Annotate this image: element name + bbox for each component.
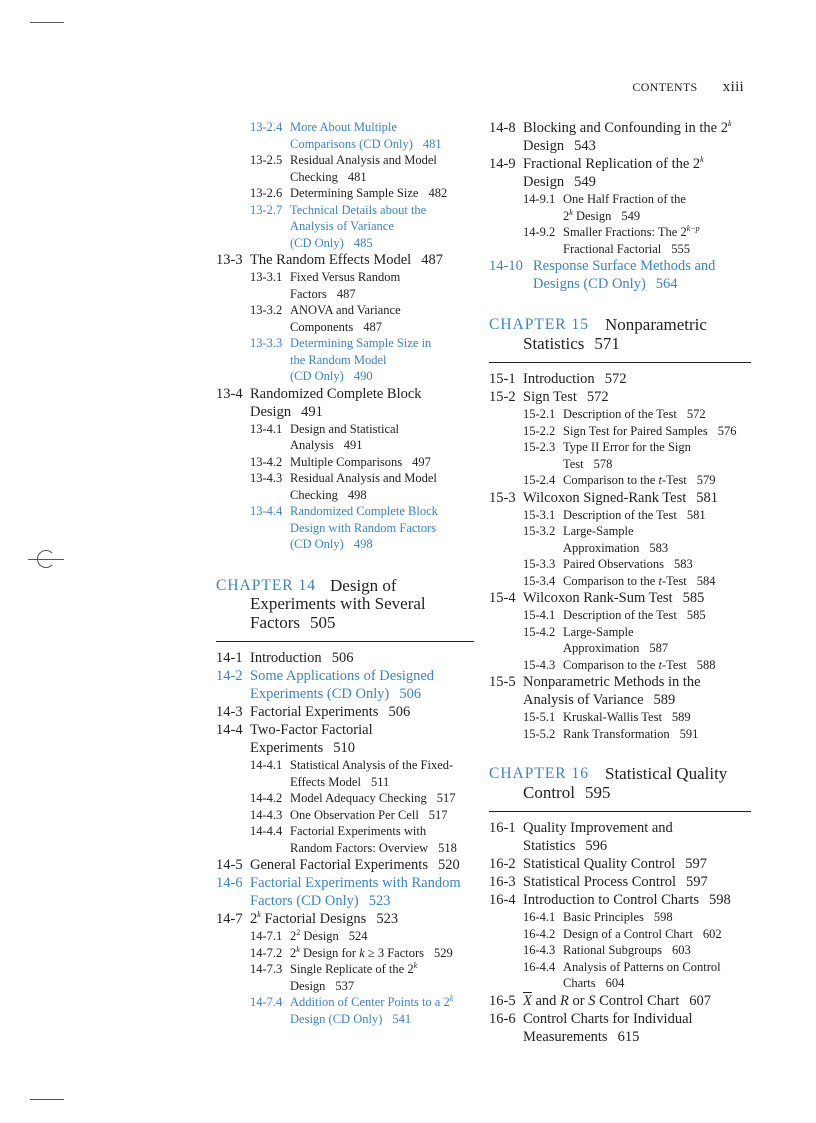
toc-entry: 13-4.4 Randomized Complete Block Design with Random Factors (CD Only) 498 — [250, 504, 438, 551]
toc-entry: 15-5.2 Rank Transformation 591 — [523, 726, 699, 741]
toc-entry: 14-4.2 Model Adequacy Checking 517 — [250, 791, 456, 805]
toc-entry: 15-2.1 Description of the Test 572 — [523, 407, 706, 421]
toc-entry: 16-4 Introduction to Control Charts 598 — [489, 892, 731, 908]
toc-entry: 15-2.3 Type II Error for the Sign Test 578 — [523, 440, 691, 471]
toc-entry: 15-1 Introduction 572 — [489, 371, 627, 387]
toc-entry: 14-6 Factorial Experiments with Random Factors (CD Only) 523 — [216, 875, 461, 909]
toc-entry: 14-9.1 One Half Fraction of the 2$^k$ Design 549 — [523, 192, 686, 223]
toc-entry: 16-5 $\overline{X}$ and R or S Control Chart 607 — [489, 992, 712, 1009]
toc-entry: 15-2.4 Comparison to the t-Test 579 — [523, 473, 716, 487]
toc-entry: 13-2.4 More About Multiple Comparisons (CD Only) 481 — [250, 120, 442, 151]
page-number: xiii — [722, 79, 744, 95]
toc-entry: 14-4.4 Factorial Experiments with Random Factors: Overview 518 — [250, 824, 457, 855]
toc-entry: 14-9.2 Smaller Fractions: The $2^{k-p}$ Fractional Factorial 555 — [523, 223, 700, 256]
toc-entry: 15-4.2 Large-Sample Approximation 587 — [523, 624, 669, 655]
toc-entry: 15-5 Nonparametric Methods in the Analysis of Variance 589 — [489, 674, 701, 708]
toc-entry: 15-3.3 Paired Observations 583 — [523, 557, 693, 571]
toc-entry: 14-4.3 One Observation Per Cell 517 — [250, 807, 448, 822]
toc-entry: 15-3 Wilcoxon Signed-Rank Test 581 — [489, 489, 719, 506]
toc-entry: 14-4.1 Statistical Analysis of the Fixed- Effects Model 511 — [250, 758, 454, 789]
toc-entry: 15-2.2 Sign Test for Paired Samples 576 — [523, 423, 737, 438]
toc-entry: 13-4.1 Design and Statistical Analysis 491 — [250, 421, 400, 452]
toc-entry: 14-1 Introduction 506 — [216, 650, 354, 666]
toc-entry: 14-7.2 2$^k$ Design for k ≥ 3 Factors 529 — [250, 944, 453, 960]
chapter-heading-15: CHAPTER 15 Nonparametric Statistics 571 — [489, 316, 751, 363]
toc-entry: 13-3 The Random Effects Model 487 — [216, 252, 443, 268]
toc-entry: 14-7.1 $2^2$ Design 524 — [250, 927, 368, 943]
toc-entry: 13-4.3 Residual Analysis and Model Checking 498 — [250, 471, 437, 502]
toc-entry: 14-3 Factorial Experiments 506 — [216, 704, 411, 720]
toc-entry: 14-4 Two-Factor Factorial Experiments 510 — [216, 722, 373, 756]
header-label: CONTENTS — [632, 80, 698, 94]
toc-entry: 16-2 Statistical Quality Control 597 — [489, 856, 707, 872]
toc-entry: 16-6 Control Charts for Individual Measurements 615 — [489, 1010, 693, 1045]
toc-entry: 13-3.1 Fixed Versus Random Factors 487 — [250, 270, 401, 301]
toc-entry: 13-2.5 Residual Analysis and Model Checking 481 — [250, 153, 437, 184]
toc-column-left — [216, 119, 474, 1027]
toc-entry: 14-8 Blocking and Confounding in the 2$^k$ Design 543 — [489, 119, 732, 154]
chapter-heading-14: CHAPTER 14 Design of Experiments with Several Factors 505 — [216, 577, 474, 643]
toc-entry: 14-9 Fractional Replication of the 2$^k$ Design 549 — [489, 155, 704, 190]
toc-entry: 14-7.4 Addition of Center Points to a 2$^k$ Design (CD Only) 541 — [250, 993, 454, 1026]
toc-entry: 13-2.6 Determining Sample Size 482 — [250, 186, 448, 200]
toc-entry: 15-5.1 Kruskal-Wallis Test 589 — [523, 710, 691, 724]
toc-entry: 16-1 Quality Improvement and Statistics 596 — [489, 820, 673, 854]
toc-entry: 14-7.3 Single Replicate of the 2$^k$ Design 537 — [250, 960, 418, 993]
toc-entry: 13-4 Randomized Complete Block Design 491 — [216, 385, 422, 420]
toc-entry: 15-2 Sign Test 572 — [489, 389, 609, 405]
toc-entry: 14-5 General Factorial Experiments 520 — [216, 857, 460, 873]
toc-entry: 15-3.2 Large-Sample Approximation 583 — [523, 524, 669, 555]
toc-entry: 14-2 Some Applications of Designed Experiments (CD Only) 506 — [216, 668, 435, 702]
toc-entry: 15-4.3 Comparison to the t-Test 588 — [523, 657, 716, 672]
toc-entry: 13-3.2 ANOVA and Variance Components 487 — [250, 303, 401, 334]
toc-entry: 15-3.1 Description of the Test 581 — [523, 507, 706, 522]
toc-entry: 14-7 2$^k$ Factorial Designs 523 — [216, 910, 399, 927]
toc-entry: 15-4.1 Description of the Test 585 — [523, 608, 706, 622]
crop-mark-top — [30, 22, 64, 23]
toc-column-right — [489, 119, 751, 1046]
toc-entry: 16-4.4 Analysis of Patterns on Control Charts 604 — [523, 959, 721, 990]
running-header — [632, 79, 744, 96]
toc-entry: 13-2.7 Technical Details about the Analysis of Variance (CD Only) 485 — [250, 202, 427, 250]
registration-mark-icon — [28, 548, 64, 572]
toc-entry: 13-4.2 Multiple Comparisons 497 — [250, 454, 431, 469]
toc-entry: 15-3.4 Comparison to the t-Test 584 — [523, 573, 716, 588]
toc-entry: 15-4 Wilcoxon Rank-Sum Test 585 — [489, 590, 705, 606]
chapter-heading-16: CHAPTER 16 Statistical Quality Control 595 — [489, 765, 751, 812]
crop-mark-bottom — [30, 1099, 64, 1100]
toc-entry: 16-3 Statistical Process Control 597 — [489, 874, 708, 890]
toc-entry: 16-4.1 Basic Principles 598 — [523, 910, 673, 924]
toc-entry: 14-10 Response Surface Methods and Designs (CD Only) 564 — [489, 258, 716, 292]
toc-entry: 16-4.3 Rational Subgroups 603 — [523, 943, 691, 957]
toc-entry: 13-3.3 Determining Sample Size in the Random Model (CD Only) 490 — [250, 336, 432, 383]
toc-entry: 16-4.2 Design of a Control Chart 602 — [523, 926, 722, 941]
